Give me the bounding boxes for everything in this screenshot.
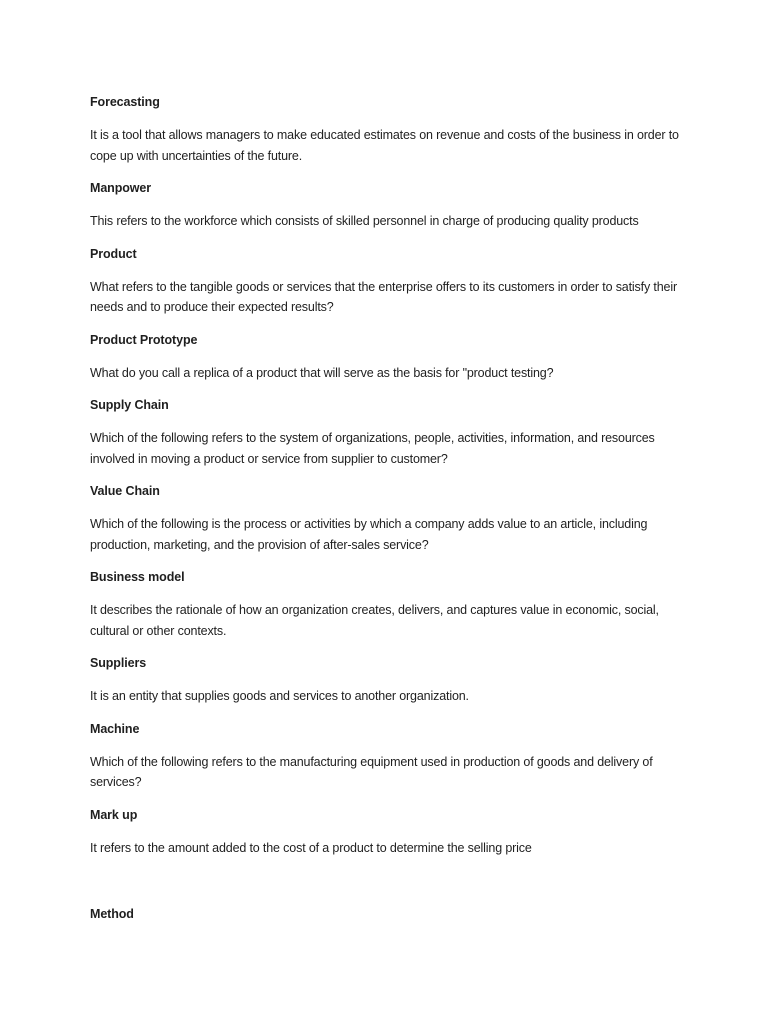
- term-heading-method: Method: [90, 907, 134, 921]
- term-heading: Value Chain: [90, 484, 160, 498]
- term-definition: Which of the following refers to the system of organizations, people, activities, information, and resources involved in moving a product or service from supplier to customer?: [90, 431, 655, 466]
- term-definition: It refers to the amount added to the cost of a product to determine the selling price: [90, 840, 532, 855]
- term-heading: Supply Chain: [90, 398, 169, 412]
- term-heading: Product Prototype: [90, 332, 198, 347]
- term-heading: Suppliers: [90, 656, 147, 670]
- term-definition: Which of the following refers to the manufacturing equipment used in production of goods and delivery of services?: [90, 754, 653, 789]
- term-definition: It is an entity that supplies goods and services to another organization.: [90, 689, 469, 703]
- term-heading: Machine: [90, 721, 140, 736]
- term-definition: What refers to the tangible goods or services that the enterprise offers to its customers in order to satisfy their needs and to produce their expected results?: [90, 279, 677, 314]
- term-definition: Which of the following is the process or activities by which a company adds value to an article, including production, marketing, and the provision of after-sales service?: [90, 517, 648, 552]
- term-definition: It is a tool that allows managers to make educated estimates on revenue and costs of the business in order to cope up with uncertainties of the future.: [90, 128, 679, 163]
- document-body: [90, 92, 690, 937]
- term-definition: This refers to the workforce which consists of skilled personnel in charge of producing quality products: [90, 214, 639, 228]
- term-definition: What do you call a replica of a product that will serve as the basis for "product testing?: [90, 365, 554, 380]
- term-heading: Forecasting: [90, 95, 160, 109]
- term-heading: Manpower: [90, 181, 152, 195]
- term-heading: Product: [90, 246, 137, 261]
- term-heading: Mark up: [90, 807, 138, 822]
- spacer: [90, 870, 690, 904]
- term-heading: Business model: [90, 570, 185, 584]
- term-definition: It describes the rationale of how an organization creates, delivers, and captures value in economic, social, cultural or other contexts.: [90, 603, 659, 638]
